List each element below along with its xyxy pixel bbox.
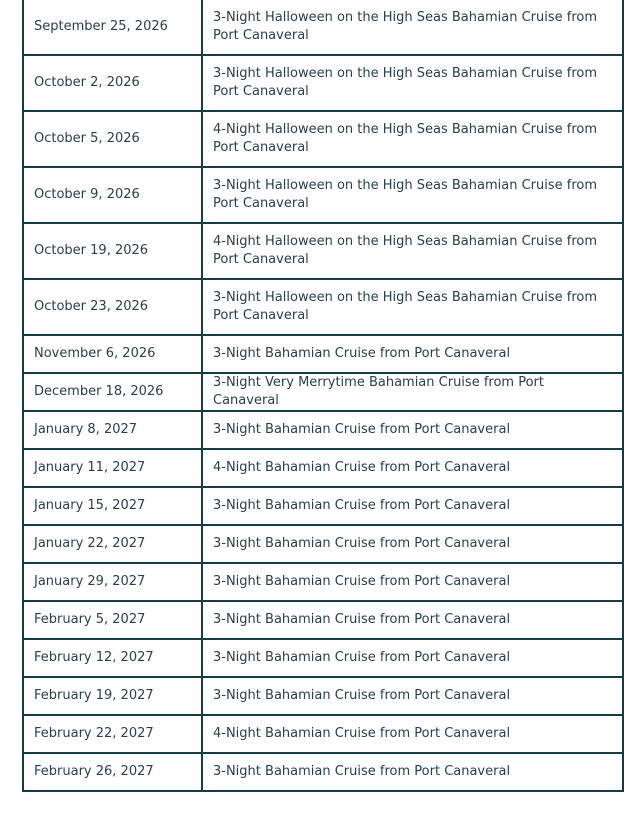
table-row: [23, 279, 623, 335]
sailing-schedule: [22, 0, 622, 792]
table-row: [23, 335, 623, 373]
cruise-name: 3-Night Bahamian Cruise from Port Canaveral: [202, 639, 623, 677]
table-row: [23, 167, 623, 223]
table-row: [23, 601, 623, 639]
cruise-name: 4-Night Halloween on the High Seas Bahamian Cruise from Port Canaveral: [202, 223, 623, 279]
sailing-table: [22, 0, 624, 792]
table-row: [23, 111, 623, 167]
sailing-date: January 15, 2027: [23, 487, 202, 525]
sailing-date: September 25, 2026: [23, 0, 202, 55]
cruise-name: 3-Night Bahamian Cruise from Port Canaveral: [202, 601, 623, 639]
table-row: [23, 487, 623, 525]
sailing-date: November 6, 2026: [23, 335, 202, 373]
table-row: [23, 525, 623, 563]
sailing-date: February 5, 2027: [23, 601, 202, 639]
cruise-name: 4-Night Halloween on the High Seas Bahamian Cruise from Port Canaveral: [202, 111, 623, 167]
table-row: [23, 563, 623, 601]
cruise-name: 4-Night Bahamian Cruise from Port Canaveral: [202, 449, 623, 487]
cruise-name: 3-Night Halloween on the High Seas Bahamian Cruise from Port Canaveral: [202, 55, 623, 111]
sailing-date: October 19, 2026: [23, 223, 202, 279]
sailing-date: January 8, 2027: [23, 411, 202, 449]
cruise-name: 3-Night Bahamian Cruise from Port Canaveral: [202, 677, 623, 715]
sailing-date: December 18, 2026: [23, 373, 202, 411]
table-row: [23, 55, 623, 111]
cruise-name: 3-Night Bahamian Cruise from Port Canaveral: [202, 411, 623, 449]
cruise-name: 3-Night Bahamian Cruise from Port Canaveral: [202, 335, 623, 373]
sailing-date: February 26, 2027: [23, 753, 202, 791]
sailing-date: October 9, 2026: [23, 167, 202, 223]
sailing-date: October 2, 2026: [23, 55, 202, 111]
sailing-date: February 12, 2027: [23, 639, 202, 677]
sailing-date: January 22, 2027: [23, 525, 202, 563]
table-row: [23, 411, 623, 449]
sailing-date: February 19, 2027: [23, 677, 202, 715]
cruise-name: 3-Night Very Merrytime Bahamian Cruise from Port Canaveral: [202, 373, 623, 411]
table-row: [23, 639, 623, 677]
sailing-date: February 22, 2027: [23, 715, 202, 753]
cruise-name: 3-Night Halloween on the High Seas Bahamian Cruise from Port Canaveral: [202, 0, 623, 55]
sailing-date: October 23, 2026: [23, 279, 202, 335]
table-row: [23, 753, 623, 791]
sailing-date: January 11, 2027: [23, 449, 202, 487]
table-row: [23, 223, 623, 279]
sailing-date: October 5, 2026: [23, 111, 202, 167]
cruise-name: 3-Night Bahamian Cruise from Port Canaveral: [202, 525, 623, 563]
cruise-name: 4-Night Bahamian Cruise from Port Canaveral: [202, 715, 623, 753]
table-row: [23, 715, 623, 753]
table-row: [23, 677, 623, 715]
cruise-name: 3-Night Bahamian Cruise from Port Canaveral: [202, 563, 623, 601]
cruise-name: 3-Night Bahamian Cruise from Port Canaveral: [202, 753, 623, 791]
table-row: [23, 373, 623, 411]
table-row: [23, 449, 623, 487]
sailing-date: January 29, 2027: [23, 563, 202, 601]
cruise-name: 3-Night Halloween on the High Seas Bahamian Cruise from Port Canaveral: [202, 167, 623, 223]
cruise-name: 3-Night Halloween on the High Seas Bahamian Cruise from Port Canaveral: [202, 279, 623, 335]
cruise-name: 3-Night Bahamian Cruise from Port Canaveral: [202, 487, 623, 525]
table-row: [23, 0, 623, 55]
